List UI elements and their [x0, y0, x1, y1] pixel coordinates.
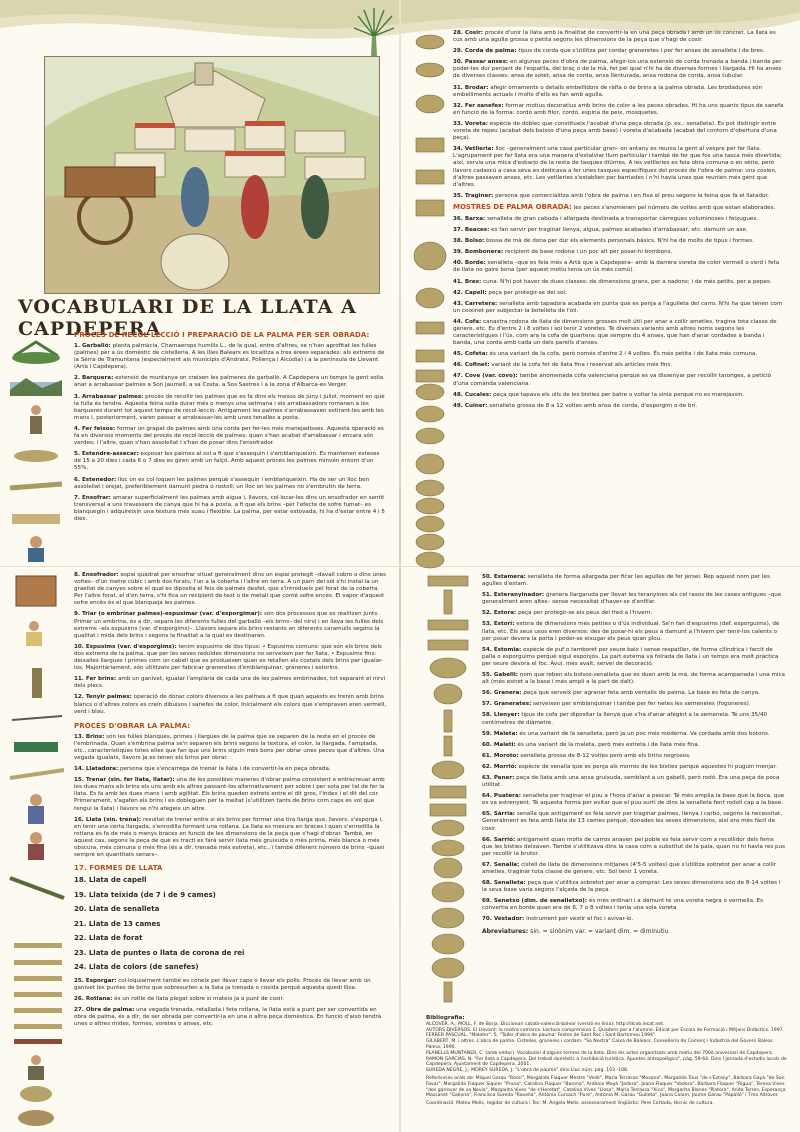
biblio-line: PLANELLS MUNTANER, C. (amb editor). Vocabulari d'alguns termes de la llata. Dins els actes organitzats amb motiu del 700è aniversari de Capdepera. — [426, 1050, 774, 1056]
right-bottom-column — [482, 574, 786, 939]
entry: 60. Maleti: és una variant de la maleta, però més estreta i de llata més fina. — [482, 741, 700, 748]
entry: 63. Paner: peça de llata amb una ansa gruixuda, semblant a un gabelli, però rodó. Era una peça de poca utilitat. — [482, 774, 780, 789]
ensofrador-icon — [16, 576, 56, 606]
biblio-line: SUREDA NEGRE, J.; MOREY SUREDA, J. "L'obra de pauma" dins Lluc núm. pàg. 103 -108. — [426, 1068, 629, 1074]
biblio-line: Referències orals de: Miquel Garau "Rossi", Margalida Flaquer Mestre "Velló", Maria Terrassa "Mosona", Margalida Tous "de s'Estany", Bàrbara Gayà "de Son Favar", Margalida Flaquer Siquier "Pruna", Catalina Flaquer "Barona", Antònia Moyà "Jadora", Joana Flaquer "Vadora", Bàrbara Flaquer "Rigua", Teresa Vives "des garrover de sa Novia", Margarita Vives "de s'Heretat", Catalina Vives "Llosa", Maria Terrassa "Xica", Margarita Blanes "Pintora", Anita Torres, Esperança Massanet "Galiona", Francisca Sureda "Ravella", Antònia Cursach "Pure", Antònia M. Garau "Gulleta", Joana Colom, Jaume Garau "Papalló" i Tmo Adrover. — [426, 1075, 786, 1099]
entry: 4. Fer feixos: formar un grapat de palmes amb una corda per fer-les més manejadisses. Aquesta operació es fa en diversos moments del procés de recol·lecció de palmes: quan s'han acabat d'arrabassar i encara són verdes; i l'altre, quan s'han assolellat i s'han de posar dins l'ensofrador. — [74, 425, 384, 447]
section-heading-formes: 17. FORMES DE LLATA — [74, 864, 163, 873]
entry: 28. Cosir: procés d'unir la llata amb la finalitat de convertir-la en una peça obrada i amb un ús concret. La llata es cus amb una agulla grossa o petita segons les dimensions de la peça que s'hagi de cosir. — [453, 30, 776, 44]
entry: 67. Senalla: cistell de llata de dimensions mitjanes (4'5-5 voltes) que s'utilitza sobretot per anar a collir ametles, traginar tota classe de gènere, etc. Sol tenir 1 voreta. — [482, 861, 776, 875]
entry: 66. Sarrió: antigament quan molts de carros anaven pel poble es feia servir com a recollidor dels fems que les bísties deixaven. També s'utilitzava dins la casa com a substitut de la pala, quan no hi havia res pus per recollir la brutor. — [482, 836, 786, 857]
entry: 14. Llatadora: persona que s'encarrega de trenar la llata i de convertir-la en peça obrada. — [74, 766, 331, 773]
entry: 61. Moroto: senalleta grossa de 8-12 voltes però amb els brins negrosos. — [482, 752, 691, 759]
section-heading-mostres: MOSTRES DE PALMA OBRADA: les peces s'anomenen pel número de voltes amb que estan elaborades. — [453, 202, 776, 211]
entry: 49. Cuiner: senalleta grossa de 8 a 12 voltes amb ansa de corda, d'esporgim o de bri. — [453, 402, 698, 409]
entry: 37. Beaces: es fan servir per traginar llenya, aigua, palmes acabades d'arrabassar, etc. damunt un ase. — [453, 227, 748, 234]
llata-form: 19. Llata teixida (de 7 i de 9 cames) — [74, 890, 216, 899]
entry: 43. Carretera: senalleta amb tapadora acabada en punta que es penja a l'agulleta del carro. N'hi ha que tenen com un coixinet per subjectar la botelleta de l'oli. — [453, 300, 783, 314]
bibliography-label: Bibliografia: — [426, 1015, 465, 1021]
entry: 69. Senetxo (dim. de senalletxo): és més ordinari i a damunt té una voreta negra o vermella. Es convertia en borde quan era de 6, 7 o 8 voltes i tenia una sola voreta — [482, 898, 764, 912]
entry: 55. Gabelli: nom que reben els bolsos-senalleta que es duen amb la mà, de forma acampanada i una mica alt (més estret a la base i més ampli a la part de dalt). — [482, 672, 785, 686]
llata-form: 20. Llata de senalleta — [74, 905, 160, 914]
right-top-column — [453, 30, 785, 414]
mountain-icon — [10, 378, 62, 396]
entry: 11. Fer brins: amb un ganivet, igualar l'amplària de cada una de les palmes embrinades, tot separant el nirvi dels plecs. — [74, 676, 386, 690]
biblio-line: ALCOVER, A.; MOLL, F. de Borja. Diccionari català-valencià-balear (versió en línia): http://dcvb.iecat.net. — [426, 1021, 665, 1027]
entry: 62. Morrió: espècie de senalla que es penja als morros de les bísties perquè aquestes hi puguin menjar. — [482, 763, 777, 770]
llata-forms-icons — [14, 943, 62, 1044]
llata-form: 22. Llata de forat — [74, 934, 143, 943]
bibliography — [426, 1016, 788, 1107]
palm-plant-icon — [352, 6, 396, 58]
entry: 2. Barquera: extensió de muntanya on creixen les palmeres de garballó. A Capdepera un temps la gent solia anar a arrabassar palmes a Son Jaumell, a sa Costa, a Sos Sastres i a la zona d'Albarca-es Verger. — [74, 375, 384, 389]
entry: 46. Cofinet: variant de la cofa fet de llata fina i reservat als articles més fins. — [453, 362, 673, 369]
entry: 29. Corda de palma: tipus de corda que s'utilitza per cordar graneretes i per fer anses de senalleta i de bres. — [453, 48, 765, 55]
entry: 30. Passar anses: en algunes peces d'obra de palma, afegir-los una extensió de corda trenada a banda i banda per poder-les dur penjant de l'espatlla, del braç o de la mà, fet pel qual n'hi ha de diverses formes i llargada. Hi ha anses de diverses classes: ansa de sotet, ansa de corda, ansa llenturada, ansa rodona de corda, ansa tubular. — [453, 59, 782, 80]
obra-icon — [18, 1110, 54, 1126]
entry: 44. Cofa: canastra rodona de llata de dimensions grosses molt útil per anar a collir ametles, tragina tota classe de gènere, etc. Es d'entre 2 i 8 voltes i sol tenir 2 voretes. Té diverses variants amb altres noms segons les característiques i l'ús, com ara la cofa de quartera; que sempre du 4 anses, que han d'anar cordades a banda i banda, una corda amb cada un dels parells d'anses. — [453, 318, 777, 347]
entry: 52. Estora: peça per protegir-se els peus del fred a l'hivern. — [482, 610, 653, 617]
left-top-column — [74, 331, 387, 527]
drying-icon — [10, 484, 62, 488]
entry: 7. Ensofrar: amarar superficialment les palmes amb aigua i, llavors, col·locar-les dins un ensofrador en sentit transversal a uns travessers de canya que hi ha a posta, a fi que els brins –per l'efecte de sofre fumat– es blanquegin i adquireixin una textura més suau i flexible. La palma, per estar estovada, hi ha d'estar entre 4 i 5 dies. — [74, 494, 385, 522]
entry: 54. Estomia: espècie de puf o tamboret per seure baix i sense respatller, de forma cilíndrica i farcit de palla o esporguims perquè sigui esponjós. La part externa va folrada de llata i un temps era molt pràctica per seure devora el foc. Avui, més avait, servei de decoració. — [482, 646, 779, 667]
llata-form: 18. Llata de capell — [74, 876, 147, 885]
poster-title: VOCABULARI DE LA LLATA A CAPDEPERA — [18, 296, 357, 340]
entry: 45. Cofeta: és una variant de la cofa, però només d'entre 2 i 4 voltes. És més petita i de llata més comuna. — [453, 351, 758, 358]
brins-icon — [10, 770, 64, 778]
entry: 9. Triar (o embrinar palmes)-espusimar (var. d'esporgimar): són dos processos que es realitzen junts. Primer un embrina, és a dir, separa les diferents fulles del garballó –els brins– del nirvi i en lleva les fulles dels extrems –els espusims (var. d'esporgims)–. Llavors separa els brins restants en diferents caramulls segons la qualitat i mida dels brins i segons la finalitat a la qual es destinaran. — [74, 611, 384, 639]
left-bottom-column — [74, 572, 387, 1032]
horizontal-fold — [0, 566, 800, 567]
biblio-line: GILABERT, M. i altres. L'obra de palma. Cistelles, graneres i cordam. "Sa Nostra" Caixa de Balears. Conselleria de Comerç i Indústria del Govern Balear. Palma, 1990. — [426, 1039, 774, 1050]
entry: 31. Brodar: afegir ornaments o detalls embellidors de ràfia o de brins a la palma obrada. Les brodadures són embelliments actuals i molts d'ells es fan amb agulla. — [453, 84, 763, 98]
entry: 13. Brins: són les fulles blanques, primes i llargues de la palma que se separen de la resta en el procés de l'embrinada. Quan s'embrina palma se'n separen els brins segons la textura, el color, la llargada, l'amplada, etc., característiques totes elles que fan que uns brins siguin més bons per obrar unes peces que d'altres. Una vegada igualats, llavors ja es tenen els brins per obrar. — [74, 733, 385, 761]
llatadora-icon — [28, 794, 44, 824]
entry: 64. Puatera: senalleta per traginar el puu a l'hora d'anar a pescar. Té més amplia la base que la boca, que es va estrenyent. Té aquesta forma per evitar que el puu surti de dins la senalleta fent rodolí cap a la base. — [482, 793, 785, 807]
llata-icon — [10, 878, 64, 898]
entry: 36. Barxa: senalleta de gran cabuda i allargada destinada a transportar càrregues voluminoses i feixugues. — [453, 215, 759, 222]
entry: 34. Vetlleria: lloc –generalment una casa particular gran– on antany es reunia la gent al vespre per fer llata. L'agrupament per fer llata era una manera d'estalviar llum particular i també de fer que fos una tasca més divertida; així, servia una mica d'esbarjo de la resta de tasques diürnes. A les vetlleries es feia obra comuna o en sèrie, però llavors cadascú a casa seva es dedicava a fer unes tasques específiques del procés de l'obra de palma: uns cosien, d'altres passaven anses, etc. Les vetlleries s'establien per barriades i n'hi havia unes que reunien més gent que d'altres. — [453, 146, 782, 188]
entry: 50. Estamera: senalleta de forma allargada per ficar les agulles de fer jersei. Rep aquest nom per les agulles d'estam. — [482, 574, 770, 588]
llata-form: 23. Llata de puntes o llata de corona de rei — [74, 948, 245, 957]
garballo-icon — [12, 342, 60, 364]
entry: 6. Estenedor: lloc on es col·loquen les palmes perquè s'assequin i emblanqueixin. Ha de ser un lloc ben assolellat i orejat, preferiblement damunt pedra o rostoll; un lloc on les palmes no s'embrutin de terra. — [74, 476, 370, 490]
entry: 40. Borde: senalleta –que es feia més a Artà que a Capdepera– amb la darrera voreta de color vermell o verd i feta de llata no gaire bona (per aquest motiu tenia un ús més comú). — [453, 260, 780, 274]
entry: 68. Senalleta: peça que s'utilitza sobretot per anar a comprar. Les seves dimensions són de 8-14 voltes i la seva base varia segons l'alçada de la peça. — [482, 880, 781, 894]
entry: 25. Esporgar: col·loquialment també es coneix per llevar caps o llevar els polls. Procés de llevar amb un ganivet les puntes de brins que sobresurten a la llata ja trenada o cosida perquè aquesta quedi llisa. — [74, 977, 371, 991]
ensofrar-icon — [28, 536, 44, 562]
bundle-icon — [14, 450, 58, 462]
esporgar-icon — [28, 1055, 44, 1080]
entry: 1. Garballó: planta palmàcia, Chamaerops humilis L., de la qual, entre d'altres, se n'han aprofitat les fulles (palmes) per a ús domèstic de cistelleria. A les Illes Balears es localitza a tres àrees separades: als extrems de la Serra de Tramuntana (especialment als municipis d'Andratx, Pollença i Alcúdia) i a la península de Llevant (Artà i Capdepera). — [74, 343, 385, 371]
entry: 47. Cove (var. covo): també anomenada cofa valenciana perquè es va dissenyar per recollir taronges, a petició d'una comanda valenciana. — [453, 373, 772, 387]
entry: 35. Traginer: persona que comercialitza amb l'obra de palma i en fixa el preu segons la feina que fa el llatador. — [453, 192, 769, 199]
entry: 39. Bombonera: recipient de base rodona i un poc alt per posar-hi bombons. — [453, 249, 673, 256]
entry: 42. Capell: peça per protegir-se del sol. — [453, 289, 567, 296]
entry: 26. Rotlana: és un rotlle de llata plegat sobre si mateix ja a punt de cosir. — [74, 995, 285, 1002]
entry: 38. Bolso: bossa de mà de dona per dur els elements personals bàsics. N'hi ha de molts de tipus i formes. — [453, 238, 754, 245]
entry: 48. Cucales: peça que tapava els ulls de les bísties per batre o voltar la sínia perquè no es marejassin. — [453, 391, 745, 398]
section-heading-obrar: PROCÉS D'OBRAR LA PALMA: — [74, 721, 191, 730]
entry: 32. Fer sanefes: formar motius decoratius amb brins de color a les peces obrades. Hi ha uns quants tipus de sanefa en funció de la forma: cordó amb filor, cordó, espina de peix, mosquetes. — [453, 102, 784, 116]
tenyir-icon — [14, 742, 58, 752]
llata-form: 21. Llata de 13 cames — [74, 919, 161, 928]
abbreviations: Abreviatures: sin. = sinònim var. = variant dim. = diminutiu — [482, 927, 669, 935]
triar-icon — [26, 621, 42, 646]
entry: 16. Llata (sin. trena): resultat de trenar entre si els brins per formar una tira llarga que, llavors, s'esporga i, en tenir una certa llargada, s'enrodilla formant una rotlana. La llata es mesura en braces i quan s'enrodilla la rotlana es fa de més o menys braces en funció de les dimensions de la peça que s'hagi d'obrar. També, en aquest cas, segons la peça de què es tracti es farà servir llata més gruixuda o més prima, més blanca o més obscura, més comuna o més fina (és a dir, trenada més estreta), etc., i també diferent número de brins –quasi sempre en quantitats senars–. — [74, 816, 385, 859]
entry: 5. Estendre-assecar: exposar les palmes al sol a fi que s'assequin i s'emblanqueixin. Es mantenen esteses de 15 a 20 dies i cada 6 o 7 dies es giren amb un falçó. Amb aquest procés les palmes minven entorn d'un 55%. — [74, 451, 380, 472]
biblio-line: FERRER PASCUAL, "Maleter". 5. "Taller d'obra de pauma: Festes de Sant Roc i Sant Bartomeu 1994". — [426, 1033, 657, 1039]
fer-brins-icon — [12, 716, 62, 720]
biblio-line: AUTORS DIVERSOS. El Llevant: la nostra comarca. Lectura comprensiva 1. Quadern per a l'alumne. Edicat per Escola de Formació i Mitjans Didàctics. 1997. — [426, 1027, 785, 1033]
entry: 56. Granera: peça que serveix per agranar feta amb ventalls de palma. La base és feta de canya. — [482, 690, 760, 697]
trenar-icon — [28, 832, 44, 860]
right-top-thumbnails — [410, 30, 450, 570]
entry: 70. Vestador: instrument per vestir el foc i avivar-lo. — [482, 916, 634, 923]
section-heading-recollection: PROCÉS DE RECOL·LECCIÓ I PREPARACIÓ DE LA PALMA PER SER OBRADA: — [74, 331, 370, 339]
entry: 65. Sàrria: senalla que antigament es feia servir per traginar palmes, llenya i carbó, segons la necessitat. Generalment es feia amb llata de 13 cames perquè, donades les seves dimensions, així era més fàcil de cosir. — [482, 811, 782, 832]
estenedor-icon — [12, 514, 60, 524]
rotlana-icon — [20, 1086, 52, 1102]
entry: 3. Arrabassar palmes: procés de recollir les palmes que es fa dins els mesos de juny i juliol, moment en què la fulla és tendra. Aquesta feina solia durar més o menys una setmana i els arrabassadors romanen a les barqueres durant tot aquest temps de recol·lecció. Antigament les palmes s'arrabassaven estirant-les amb les mans i, posteriorment, varen passar a arrabassar-les amb unes tenalles a posta. — [74, 393, 385, 421]
entry: 12. Tenyir palmes: operació de donar colors diversos a les palmes a fi que quan aquests es trenin amb brins blancs o d'altres colors es creïn dibuixos i sanefes de color. Inicialment els colors que s'empraven eren vermell, verd i blau. — [74, 694, 387, 715]
entry: 8. Ensofrador: espai quadrat per ensofrar situat generalment dins un espai protegit –davall cobro o dins unes voltes– d'un metre cúbic i amb dos forats, l'un a la coberta i l'altre en terra. A un parn del sòl s'hi instal·la un graellat de canyes sobre el qual es diposita el feix de palmes desfet, que s'introdueix pel forat de la coberta. Per l'altre forat, el d'en terra, s'hi fica un recipient de test o de metall que conté sofre encès. El vapor d'aquest sofre encès és el que blanqueja les palmes. — [74, 572, 386, 607]
village-illustration — [44, 56, 380, 294]
espusims-icon — [32, 668, 42, 698]
entry: 33. Voreta: espècie de doblec que constitueix l'acabat d'una peça obrada (p. ex.: senalleta). Es pot distingir entre voreta de repeu (acabat dels baixos d'una peça amb base) i voreta d'acabada (acabat del contorn d'obertura d'una peça). — [453, 120, 777, 142]
entry: 41. Bres: cuna. N'hi pot haver de dues classes: de dimensions grans, per a nadons; i de més petits, per a pepes. — [453, 278, 772, 285]
entry: 51. Esteranyinador: granera llargaruda per llevar les teranyines als cel rasos de les cases antigues –que generalment eren altes– sense necessitat d'haver-se d'enfilar. — [482, 592, 782, 606]
person-icon — [30, 405, 42, 434]
entry: 59. Maleta: és una variant de la senalleta, però ja un poc més moderna. Va cordada amb dos botons. — [482, 730, 770, 737]
entry: 57. Granerates: serveixen per emblanquinar i també per fer netes les xemeneies (fogoneres). — [482, 701, 751, 708]
biblio-line: RAMON GARCIAS, N. "Fer llata a Capdepera. Del treball domèstic a l'exhibició turística. Apuntes antropològics", pàg. 59-64. Dins I Jornada d'estudis locals de Capdepera. Ajuntament de Capdepera, 2001. — [426, 1056, 787, 1068]
right-bottom-thumbnails — [418, 574, 478, 1004]
llata-form: 24. Llata de colors (de sanefes) — [74, 963, 199, 972]
entry: 10. Espusims (var. d'esporgims): tenim espusims de dos tipus: • Espusims comuns: que són els brins dels dos extrems de la palma, que per les seves reduïdes dimensions no serveixen per fer llata. • Espusims fins: deixalles llargues i primes com un cabell que es produeixen quan es retallen els costats dels brins per igualar-los. Majoritàriament, són utilitzats per fabricar graneretes d'emblanquinar, graneres i estorins. — [74, 643, 384, 672]
entry: 15. Trenar (sin. fer llata, llatar): una de les possibles maneres d'obrar palma consistent a entrecreuar amb les dues mans els brins els uns amb els altres passant-los alternativament per sobre i per sota per tal de fer la llata. Es fa amb les dues mans i amb agilitat. Els brins queden estrets entre el dit gros, l'índex i el dit del cor. Primerament, s'agafen els brins i es dobleguen per la meitat (s'utilitzen tants de brins com caps es vol que tengui la llata) i llavors se n'hi afegeix un altre. — [74, 777, 385, 812]
entry: 53. Estorí: estora de dimensions més petites o d'ús individual. Se'n fan d'espusims (def. esporguims), de llata, etc. Els seus usos eren diversos: des de posar-hi els peus a damunt a l'hivern per tenir-los calents o per posar devora la porta i poder-se eixugar els peus quan plou. — [482, 621, 780, 642]
left-thumbnails — [6, 338, 68, 1128]
biblio-line: Coordinació: Mateu Melis, regidor de cultura i Tec: M. Àngela Melis, assessorament lingüístic: Pere Cortada, tècnic de cultura. — [426, 1101, 714, 1107]
entry: 27. Obra de palma: una vegada trenada, retallada i feta rotlana, la llata està a punt per ser convertida en obra de palma, és a dir, de ser obrada per convertir-la en una o altra peça domèstica. En funció d'això tendrà unes o altres mides, formes, voretes o anses, etc. — [74, 1006, 382, 1028]
entry: 58. Llenyer: tipus de cofa per dipositar la llenya que s'ha d'anar afegint a la xemeneia. Té uns 35/40 centímetres de diàmetre. — [482, 712, 768, 726]
